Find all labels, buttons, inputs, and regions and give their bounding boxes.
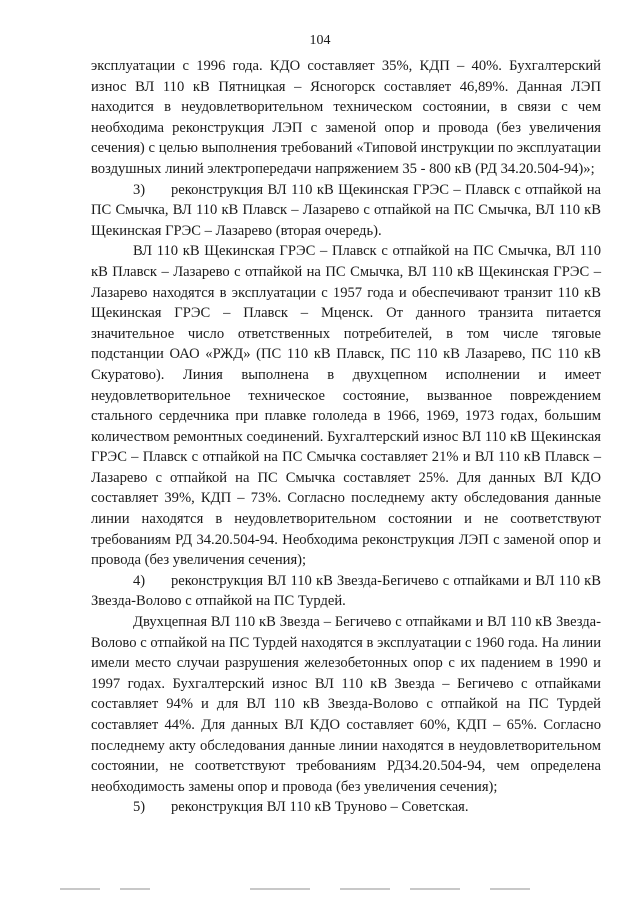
list-item-text: реконструкция ВЛ 110 кВ Звезда-Бегичево с отпайками и ВЛ 110 кВ Звезда-Волово с отпайкой на ПС Турдей.	[91, 572, 601, 610]
scan-mark	[250, 888, 310, 890]
list-item-number: 3)	[133, 181, 146, 198]
document-body	[91, 56, 601, 818]
scan-mark	[340, 888, 390, 890]
list-item-number: 4)	[133, 572, 146, 589]
list-item-3	[91, 180, 601, 242]
scan-mark	[490, 888, 530, 890]
list-item-4	[91, 571, 601, 612]
page-number: 104	[309, 33, 331, 48]
list-item-text: реконструкция ВЛ 110 кВ Щекинская ГРЭС – Плавск с отпайкой на ПС Смычка, ВЛ 110 кВ Плавск – Лазарево с отпайкой на ПС Смычка, ВЛ 110 кВ Щекинская ГРЭС – Лазарево (вторая очередь).	[91, 181, 601, 239]
scan-mark	[410, 888, 460, 890]
paragraph-zvezda: Двухцепная ВЛ 110 кВ Звезда – Бегичево с отпайками и ВЛ 110 кВ Звезда-Волово с отпайкой на ПС Турдей находятся в эксплуатации с 1960 года. На линии имели место случаи разрушения железобетонных опор с их падением в 1990 и 1997 годах. Бухгалтерский износ ВЛ 110 кВ Звезда – Бегичево с отпайками составляет 94% и для ВЛ 110 кВ Звезда-Волово с отпайкой на ПС Турдей составляет 44%. Для данных ВЛ КДО составляет 60%, КДП – 65%. Согласно последнему акту обследования данные линии находятся в неудовлетворительном состоянии, не соответствуют требованиям РД34.20.504-94, чем определена необходимость замены опор и провода (без увеличения сечения);	[91, 614, 601, 795]
paragraph-continuation: эксплуатации с 1996 года. КДО составляет 35%, КДП – 40%. Бухгалтерский износ ВЛ 110 кВ Пятницкая – Ясногорск составляет 46,89%. Данная ЛЭП находится в неудовлетворительном техническом состоянии, в связи с чем необходима реконструкция ЛЭП с заменой опор и провода (без увеличения сечения) с целью выполнения требований «Типовой инструкции по эксплуатации воздушных линий электропередачи напряжением 35 - 800 кВ (РД 34.20.504-94)»;	[91, 58, 601, 177]
list-item-text: реконструкция ВЛ 110 кВ Труново – Советская.	[171, 799, 469, 816]
scan-artifact-marks	[60, 888, 580, 892]
list-item-5	[91, 797, 601, 818]
list-item-number: 5)	[133, 799, 146, 816]
scan-mark	[60, 888, 100, 890]
paragraph-shchekinskaya: ВЛ 110 кВ Щекинская ГРЭС – Плавск с отпайкой на ПС Смычка, ВЛ 110 кВ Плавск – Лазарево с отпайкой на ПС Смычка, ВЛ 110 кВ Щекинская ГРЭС – Лазарево находятся в эксплуатации с 1957 года и обеспечивают транзит 110 кВ Щекинская ГРЭС – Плавск – Мценск. От данного транзита питается значительное число ответственных потребителей, в том числе тяговые подстанции ОАО «РЖД» (ПС 110 кВ Плавск, ПС 110 кВ Лазарево, ПС 110 кВ Скуратово). Линия выполнена в двухцепном исполнении и имеет неудовлетворительное техническое состояние, вызванное повреждением стального сердечника при плавке гололеда в 1966, 1969, 1973 годах, большим количеством ремонтных соединений. Бухгалтерский износ ВЛ 110 кВ Щекинская ГРЭС – Плавск с отпайкой на ПС Смычка составляет 21% и ВЛ 110 кВ Плавск – Лазарево с отпайкой на ПС Смычка составляет 25%. Для данных ВЛ КДО составляет 39%, КДП – 73%. Согласно последнему акту обследования данные линии находятся в неудовлетворительном состоянии и не соответствуют требованиям РД 34.20.504-94. Необходима реконструкция ЛЭП с заменой опор и провода (без увеличения сечения);	[91, 243, 601, 569]
scan-mark	[120, 888, 150, 890]
